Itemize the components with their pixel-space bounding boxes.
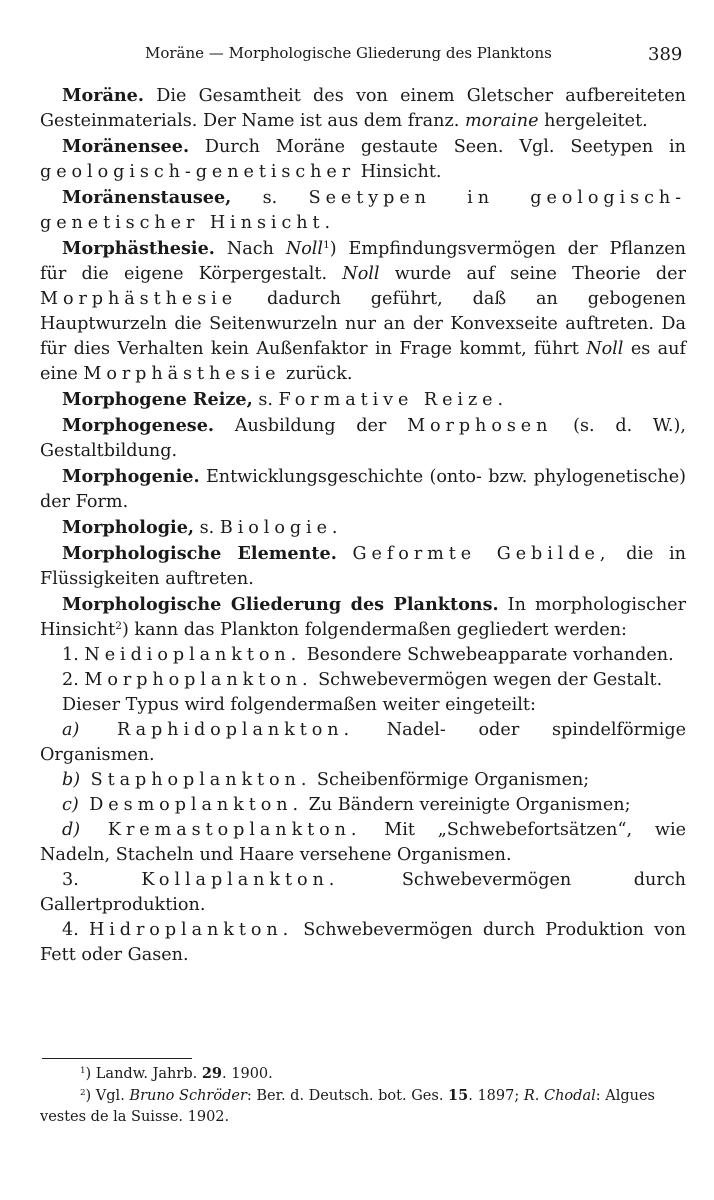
entry-text: die in Flüssigkeiten auftreten. xyxy=(40,544,687,589)
list-label: a) xyxy=(62,720,80,740)
list-text: Schwebevermögen wegen der Gestalt. xyxy=(312,670,663,690)
author-name: Noll xyxy=(586,339,624,359)
entry-text: zurück. xyxy=(280,364,353,384)
spaced-reference: Seetypen in geologisch-genetischer Hinsicht. xyxy=(40,188,686,233)
footnote-mark: 2 xyxy=(80,1088,86,1099)
entry-text: ) Empfindungsvermögen der Pflanzen für die eigene Körpergestalt. xyxy=(40,239,686,284)
list-item xyxy=(40,868,686,918)
list-text: Schwebevermögen durch Produktion von Fett oder Gasen. xyxy=(40,920,686,965)
entry-term: Morphologie, xyxy=(62,517,195,538)
entry-text: Entwicklungsgeschichte (onto- bzw. phylogenetische) der Form. xyxy=(40,467,686,512)
entry-term: Morphogenie. xyxy=(62,466,200,487)
list-number: 3. xyxy=(62,870,142,890)
footnote-text: : Ber. d. Deutsch. bot. Ges. xyxy=(246,1088,449,1104)
list-subitem xyxy=(40,793,686,818)
entry-term: Morphogenese. xyxy=(62,415,215,436)
spaced-reference: Geformte Gebilde, xyxy=(352,544,611,564)
list-label: b) xyxy=(62,770,81,790)
footnote-volume: 15 xyxy=(448,1087,469,1104)
entry-morphogene-reize xyxy=(40,387,686,413)
footnote-1 xyxy=(40,1063,686,1085)
list-number: 1. xyxy=(62,645,85,665)
list-text: Schwebevermögen durch Gallertproduktion. xyxy=(40,870,686,915)
entry-text: wurde auf seine Theorie der xyxy=(379,264,686,284)
list-item xyxy=(40,668,686,693)
list-text: Besondere Schwebeapparate vorhanden. xyxy=(301,645,674,665)
entry-morphologie xyxy=(40,515,686,541)
entry-term: Morphologische Gliederung des Planktons. xyxy=(62,594,499,615)
entry-term: Morphästhesie. xyxy=(62,238,215,259)
entry-text: In morphologischer Hinsicht xyxy=(40,595,687,640)
spaced-term: Hidroplankton. xyxy=(88,920,294,940)
list-subitem xyxy=(40,818,686,868)
list-text: Zu Bändern vereinigte Organismen; xyxy=(303,795,631,815)
list-subitem xyxy=(40,718,686,768)
list-text: Mit „Schwebefortsätzen“, wie Nadeln, Stacheln und Haare versehene Organismen. xyxy=(40,820,686,865)
entry-text: hergeleitet. xyxy=(538,111,648,131)
spaced-term: Desmoplankton. xyxy=(78,795,304,815)
entry-text: (s. d. W.), Gestaltbildung. xyxy=(40,416,686,461)
spaced-reference: Morphästhesie xyxy=(83,364,281,384)
entry-italic: moraine xyxy=(464,111,539,131)
entry-text: ) kann das Plankton folgendermaßen gegliedert werden: xyxy=(121,620,627,640)
list-subitem xyxy=(40,768,686,793)
entry-moraenenstausee xyxy=(40,185,686,236)
entry-text: s. xyxy=(231,188,309,208)
entry-morphogenese xyxy=(40,413,686,464)
list-number: 4. xyxy=(62,920,89,940)
entry-term: Morphologische Elemente. xyxy=(62,543,337,564)
dictionary-body xyxy=(40,83,686,968)
list-label: c) xyxy=(62,795,79,815)
footnote-text: ) Vgl. xyxy=(85,1088,130,1104)
spaced-term: Raphidoplankton. xyxy=(79,720,355,740)
author-name: Noll xyxy=(342,264,380,284)
footnote-text: . 1900. xyxy=(222,1066,273,1082)
running-title: Moräne — Morphologische Gliederung des Planktons xyxy=(145,44,552,62)
footnote-ref: 1 xyxy=(323,239,330,252)
entry-morph-gliederung xyxy=(40,592,686,643)
spaced-reference: geologisch-genetischer xyxy=(40,162,356,182)
footnote-author: Bruno Schröder xyxy=(129,1088,247,1104)
entry-text: Durch Moräne gestaute Seen. Vgl. Seetypen in xyxy=(189,137,686,157)
entry-text: dadurch geführt, daß an gebogenen Hauptwurzeln die Seitenwurzeln nur an der Konvexseite auftreten. Da für dies Verhalten kein Außenfaktor in Frage kommt, führt xyxy=(40,289,686,359)
footnote-author: R. Chodal xyxy=(523,1088,596,1104)
spaced-term: Staphoplankton. xyxy=(80,770,312,790)
spaced-reference: Formative Reize. xyxy=(278,390,509,410)
entry-term: Moränensee. xyxy=(62,136,190,157)
list-label: d) xyxy=(62,820,81,840)
footnote-mark: 1 xyxy=(80,1066,86,1077)
spaced-reference: Morphosen xyxy=(407,416,553,436)
page-number: 389 xyxy=(648,44,683,65)
list-item xyxy=(40,643,686,668)
spaced-reference: Morphästhesie xyxy=(40,289,238,309)
spaced-term: Neidioplankton. xyxy=(84,645,302,665)
list-number: 2. xyxy=(62,670,85,690)
entry-moraenensee xyxy=(40,134,686,185)
author-name: Noll xyxy=(285,239,324,259)
spaced-term: Kremastoplankton. xyxy=(80,820,362,840)
footnotes xyxy=(40,1063,686,1128)
entry-term: Moränenstausee, xyxy=(62,187,232,208)
entry-text xyxy=(337,544,353,564)
footnote-text: ) Landw. Jahrb. xyxy=(85,1066,202,1082)
footnote-ref: 2 xyxy=(115,620,122,633)
footnote-text: : Algues vestes de la Suisse. 1902. xyxy=(40,1088,655,1125)
entry-text: s. xyxy=(194,518,220,538)
entry-morphogenie xyxy=(40,464,686,515)
footnote-2 xyxy=(40,1085,686,1128)
entry-text: Hinsicht. xyxy=(355,162,442,182)
entry-text: s. xyxy=(252,390,279,410)
spaced-term: Kollaplankton. xyxy=(141,870,340,890)
entry-term: Morphogene Reize, xyxy=(62,389,253,410)
list-item xyxy=(40,918,686,968)
footnote-volume: 29 xyxy=(201,1065,223,1082)
entry-text: Nach xyxy=(214,239,286,259)
entry-term: Moräne. xyxy=(62,85,144,106)
list-text: Scheibenförmige Organismen; xyxy=(311,770,590,790)
list-text: Nadel- oder spindelförmige Organismen. xyxy=(40,720,686,765)
entry-morphaesthesie xyxy=(40,236,686,387)
list-intro: Dieser Typus wird folgendermaßen weiter eingeteilt: xyxy=(62,695,536,715)
footnote-text: . 1897; xyxy=(468,1088,524,1104)
entry-morph-elemente xyxy=(40,541,686,592)
entry-text: Die Gesamtheit des von einem Gletscher aufbereiteten Gesteinmaterials. Der Name ist aus dem franz. xyxy=(40,86,686,131)
spaced-reference: Biologie. xyxy=(219,518,343,538)
entry-moraene xyxy=(40,83,686,134)
footnote-divider xyxy=(42,1058,192,1059)
entry-text: Ausbildung der xyxy=(214,416,408,436)
spaced-term: Morphoplankton. xyxy=(84,670,313,690)
entry-text: es auf eine xyxy=(40,339,686,384)
